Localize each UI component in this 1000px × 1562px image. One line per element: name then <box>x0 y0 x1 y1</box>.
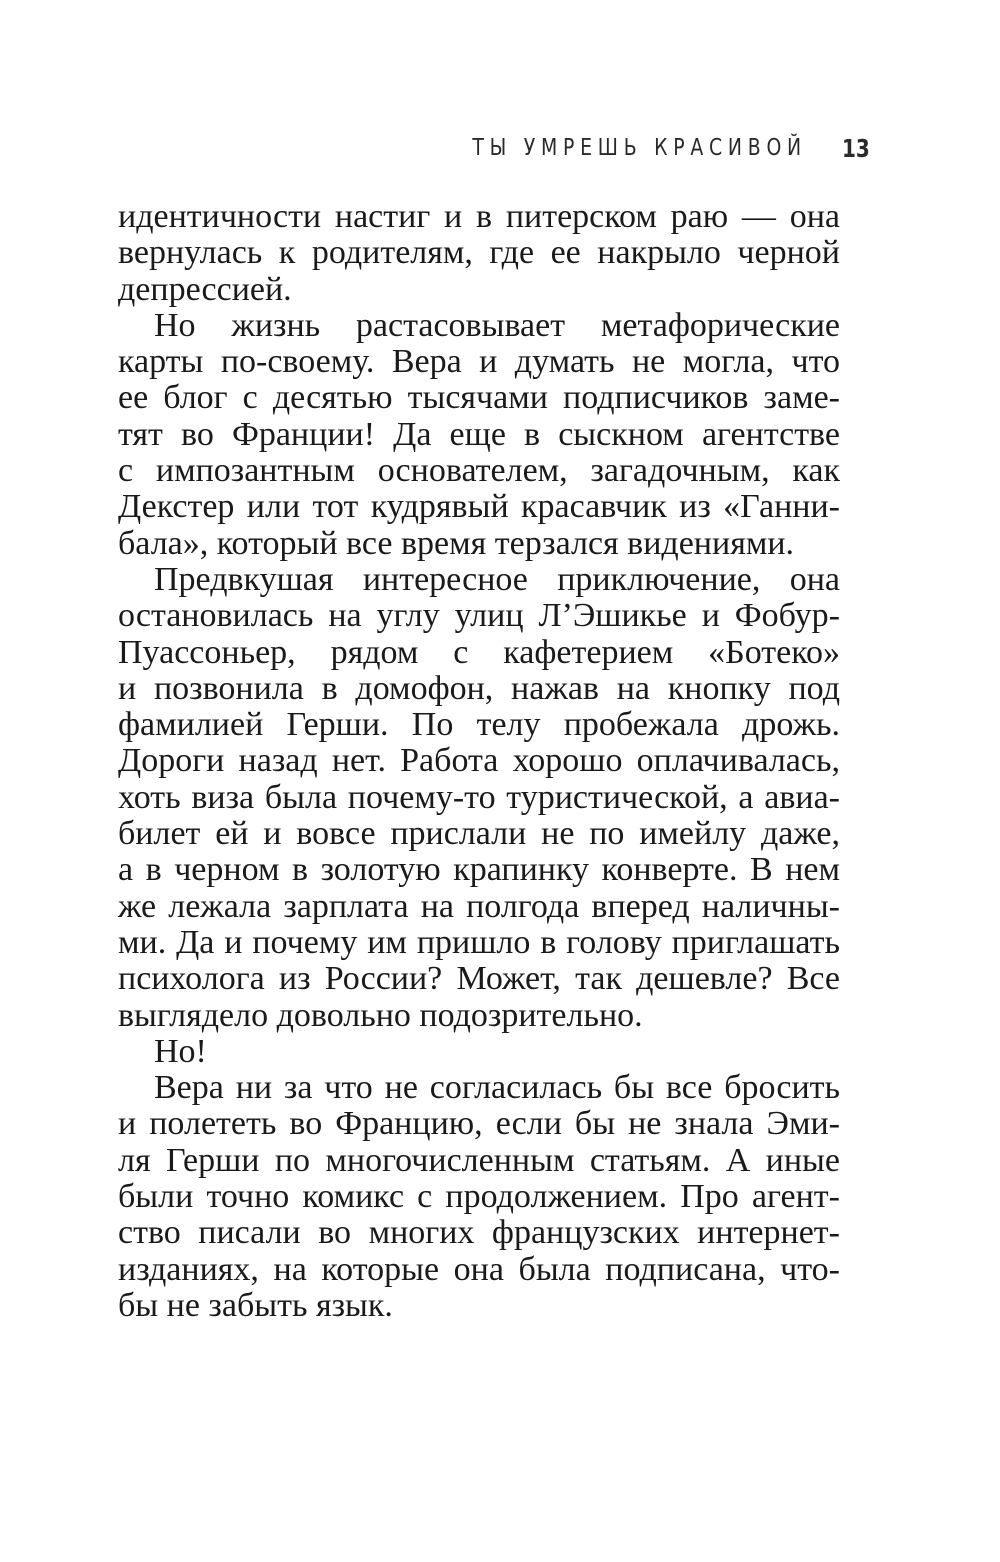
text-line: Вера ни за что не согласилась бы все бросить <box>154 1069 840 1107</box>
text-line: тят во Франции! Да еще в сыскном агентстве <box>118 415 840 453</box>
text-line: остановилась на углу улиц Л’Эшикье и Фобур- <box>118 597 840 635</box>
text-line: фамилией Герши. По телу пробежала дрожь. <box>118 706 840 744</box>
text-line: хоть виза была почему-то туристической, а авиа- <box>118 778 840 816</box>
text-line: и полететь во Францию, если бы не знала Эми- <box>118 1105 840 1143</box>
text-line: ее блог с десятью тысячами подписчиков заме- <box>118 379 840 417</box>
text-line: карты по-своему. Вера и думать не могла, что <box>118 343 840 381</box>
text-line: Пуассоньер, рядом с кафетерием «Ботеко» <box>118 633 840 671</box>
text-line: вернулась к родителям, где ее накрыло черной <box>118 234 840 272</box>
text-line: психолога из России? Может, так дешевле? Все <box>118 960 840 998</box>
paragraph <box>118 308 840 562</box>
paragraph <box>118 199 840 308</box>
text-line: бала», который все время терзался видениями. <box>118 524 795 562</box>
text-line: изданиях, на которые она была подписана, что- <box>118 1250 840 1288</box>
paragraph <box>118 1034 840 1070</box>
text-line: депрессией. <box>118 270 292 308</box>
text-line: ство писали во многих французских интернет- <box>118 1214 840 1252</box>
running-head <box>118 128 870 168</box>
page-number: 13 <box>842 133 870 163</box>
text-line: Но жизнь растасовывает метафорические <box>154 306 840 344</box>
text-line: Предвкушая интересное приключение, она <box>154 560 840 598</box>
text-line: и позвонила в домофон, нажав на кнопку под <box>118 669 840 707</box>
text-line: бы не забыть язык. <box>118 1286 393 1324</box>
text-line: же лежала зарплата на полгода вперед наличны- <box>118 887 840 925</box>
text-line: билет ей и вовсе прислали не по имейлу даже, <box>118 815 840 853</box>
paragraph <box>118 562 840 1034</box>
running-title: ТЫ УМРЕШЬ КРАСИВОЙ <box>472 135 808 161</box>
text-line: а в черном в золотую крапинку конверте. В нем <box>118 851 840 889</box>
text-line: ля Герши по многочисленным статьям. А иные <box>118 1141 840 1179</box>
text-line: выглядело довольно подозрительно. <box>118 996 643 1034</box>
text-line: Декстер или тот кудрявый красавчик из «Ганни- <box>118 488 840 526</box>
text-line: были точно комикс с продолжением. Про агент- <box>118 1178 840 1216</box>
text-line: Дороги назад нет. Работа хорошо оплачивалась, <box>118 742 840 780</box>
paragraph <box>118 1070 840 1324</box>
text-line: Но! <box>154 1032 207 1070</box>
text-line: ми. Да и почему им пришло в голову приглашать <box>118 923 840 961</box>
text-line: идентичности настиг и в питерском раю — она <box>118 198 840 235</box>
body-text <box>118 199 840 1324</box>
text-line: с импозантным основателем, загадочным, как <box>118 452 840 490</box>
